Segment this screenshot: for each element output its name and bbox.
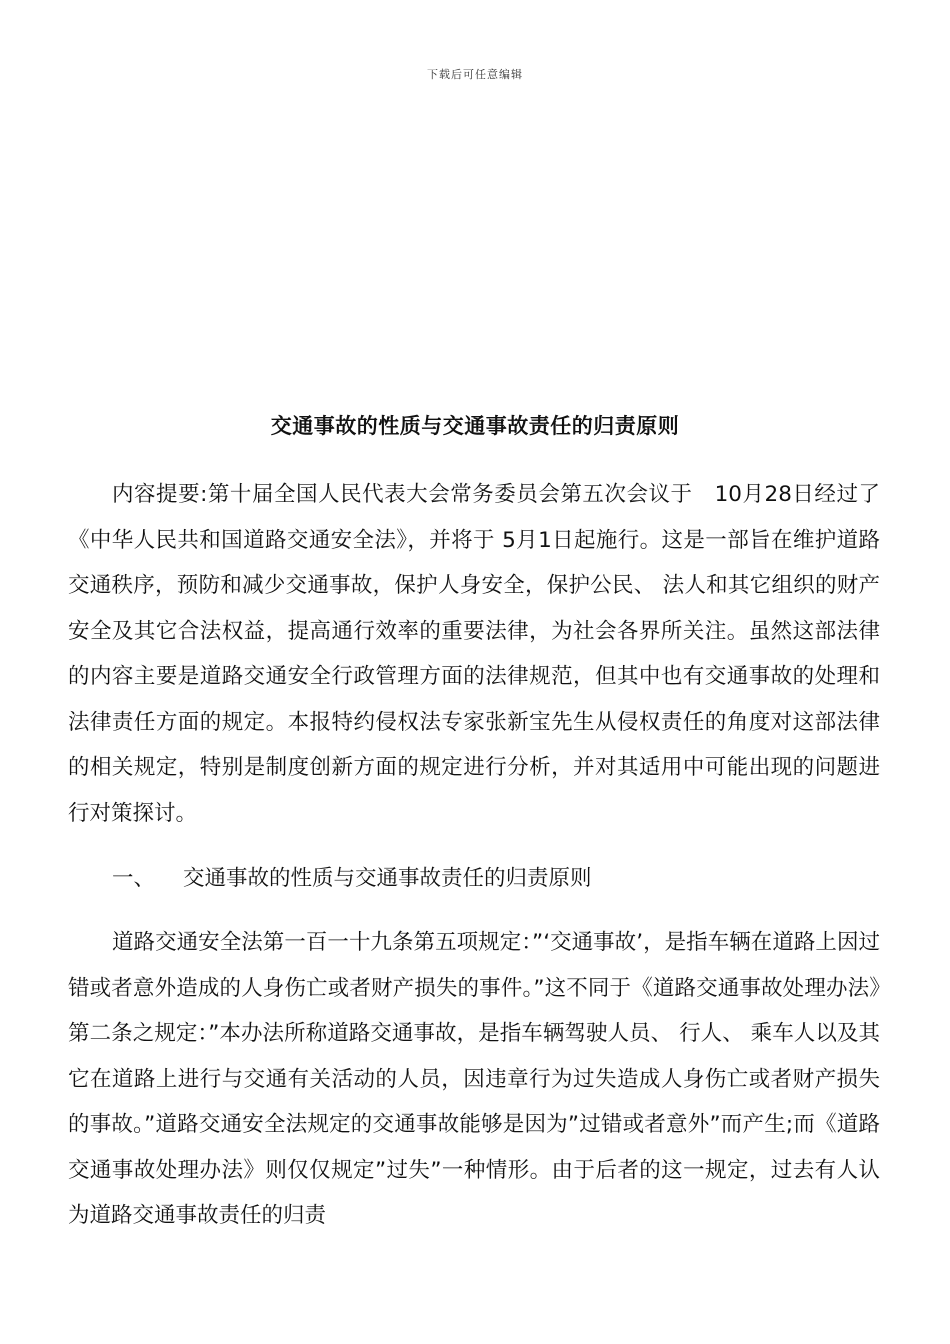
section-number: 一、 — [112, 866, 156, 891]
abstract-paragraph: 内容提要:第十届全国人民代表大会常务委员会第五次会议于 10月28日经过了《中华人民共和国道路交通安全法》，并将于 5月1日起施行。这是一部旨在维护道路交通秩序，预防和减少交通事故，保护人身安全，保护公民、 法人和其它组织的财产安全及其它合法权益，提高通行效率的重要法律，为社会各界所关注。虽然这部法律的内容主要是道路交通安全行政管理方面的法律规范，但其中也有交通事故的处理和法律责任方面的规定。本报特约侵权法专家张新宝先生从侵权责任的角度对这部法律的相关规定，特别是制度创新方面的规定进行分析，并对其适用中可能出现的问题进行对策探讨。 — [68, 482, 880, 826]
body-paragraph: 道路交通安全法第一百一十九条第五项规定：”‘交通事故’，是指车辆在道路上因过错或者意外造成的人身伤亡或者财产损失的事件。”这不同于《道路交通事故处理办法》第二条之规定：”本办法所称道路交通事故，是指车辆驾驶人员、 行人、 乘车人以及其它在道路上进行与交通有关活动的人员，因违章行为过失造成人身伤亡或者财产损失的事故。”道路交通安全法规定的交通事故能够是因为”过错或者意外”而产生;而《道路交通事故处理办法》则仅仅规定”过失”一种情形。由于后者的这一规定，过去有人认为道路交通事故责任的归责 — [68, 930, 880, 1228]
section-heading — [112, 856, 592, 902]
abstract-block — [68, 472, 880, 836]
section-heading-text: 交通事故的性质与交通事故责任的归责原则 — [183, 866, 592, 891]
document-title: 交通事故的性质与交通事故责任的归责原则 — [270, 414, 680, 438]
header-note: 下载后可任意编辑 — [427, 68, 523, 81]
body-block — [68, 920, 880, 1239]
